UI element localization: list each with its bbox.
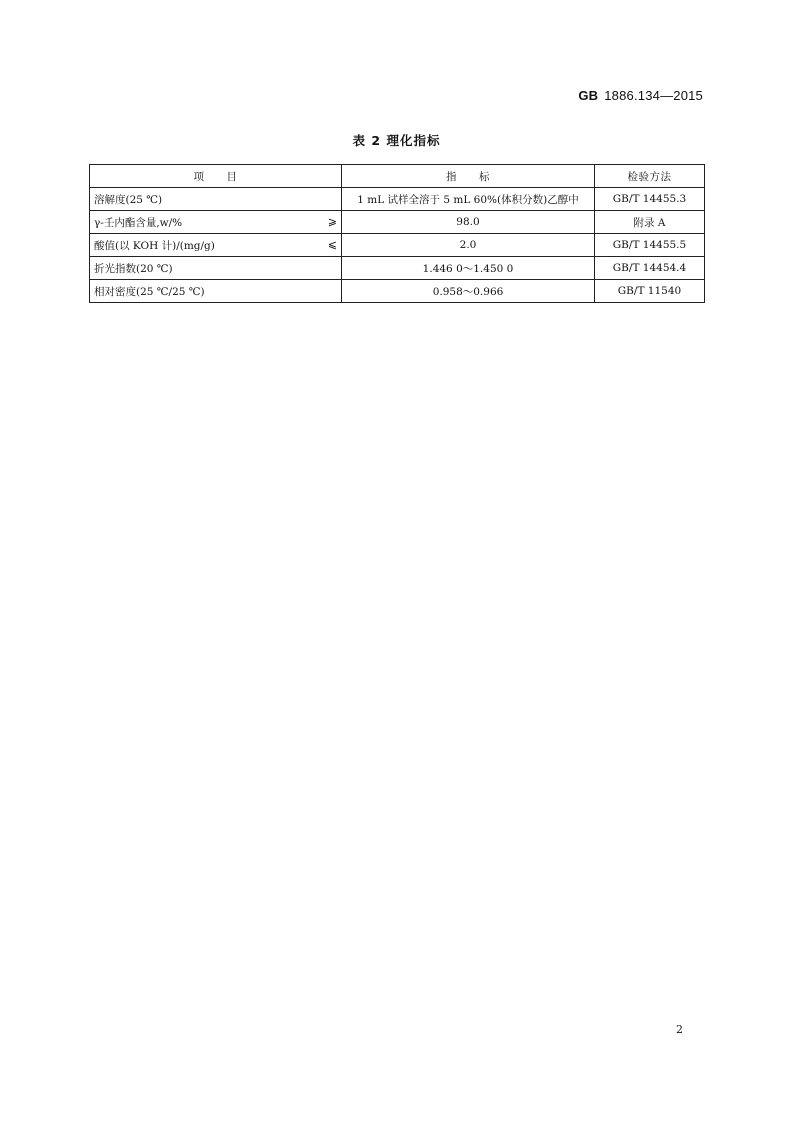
- row-spec-value: 98.0: [342, 211, 595, 234]
- row-item-cell: [90, 257, 342, 280]
- row-item-cell: [90, 234, 342, 257]
- table-row: [90, 257, 705, 280]
- table-row: [90, 280, 705, 303]
- row-spec-value: 0.958～0.966: [342, 280, 595, 303]
- row-item-label: 酸值(以 KOH 计)/(mg/g): [94, 239, 215, 252]
- row-spec-value: 1 mL 试样全溶于 5 mL 60%(体积分数)乙醇中: [342, 188, 595, 211]
- column-header-item: 项 目: [90, 165, 342, 188]
- row-item-cell: [90, 188, 342, 211]
- column-header-method: 检验方法: [595, 165, 705, 188]
- comparison-symbol: ⩽: [327, 237, 337, 251]
- table-title: 表 2 理化指标: [352, 133, 441, 148]
- standard-header: [578, 88, 703, 103]
- row-test-method: GB/T 14455.5: [595, 234, 705, 257]
- standard-code: GB: [578, 88, 599, 103]
- comparison-symbol: ⩾: [327, 214, 337, 228]
- row-item-label: 相对密度(25 ℃/25 ℃): [94, 285, 205, 298]
- row-item-label: 溶解度(25 ℃): [94, 193, 163, 206]
- table-row: [90, 211, 705, 234]
- row-spec-value: 2.0: [342, 234, 595, 257]
- page-number: 2: [676, 1023, 683, 1036]
- row-spec-value: 1.446 0～1.450 0: [342, 257, 595, 280]
- row-item-cell: [90, 211, 342, 234]
- table-row: [90, 188, 705, 211]
- standard-number: 1886.134—2015: [604, 88, 703, 103]
- table-row: [90, 234, 705, 257]
- table-header-row: [90, 165, 705, 188]
- physicochemical-spec-table: [89, 164, 705, 303]
- row-item-cell: [90, 280, 342, 303]
- row-test-method: GB/T 14454.4: [595, 257, 705, 280]
- row-item-label: γ-壬内酯含量,w/%: [94, 216, 183, 229]
- row-item-label: 折光指数(20 ℃): [94, 262, 173, 275]
- row-test-method: 附录 A: [595, 211, 705, 234]
- row-test-method: GB/T 11540: [595, 280, 705, 303]
- row-test-method: GB/T 14455.3: [595, 188, 705, 211]
- column-header-spec: 指 标: [342, 165, 595, 188]
